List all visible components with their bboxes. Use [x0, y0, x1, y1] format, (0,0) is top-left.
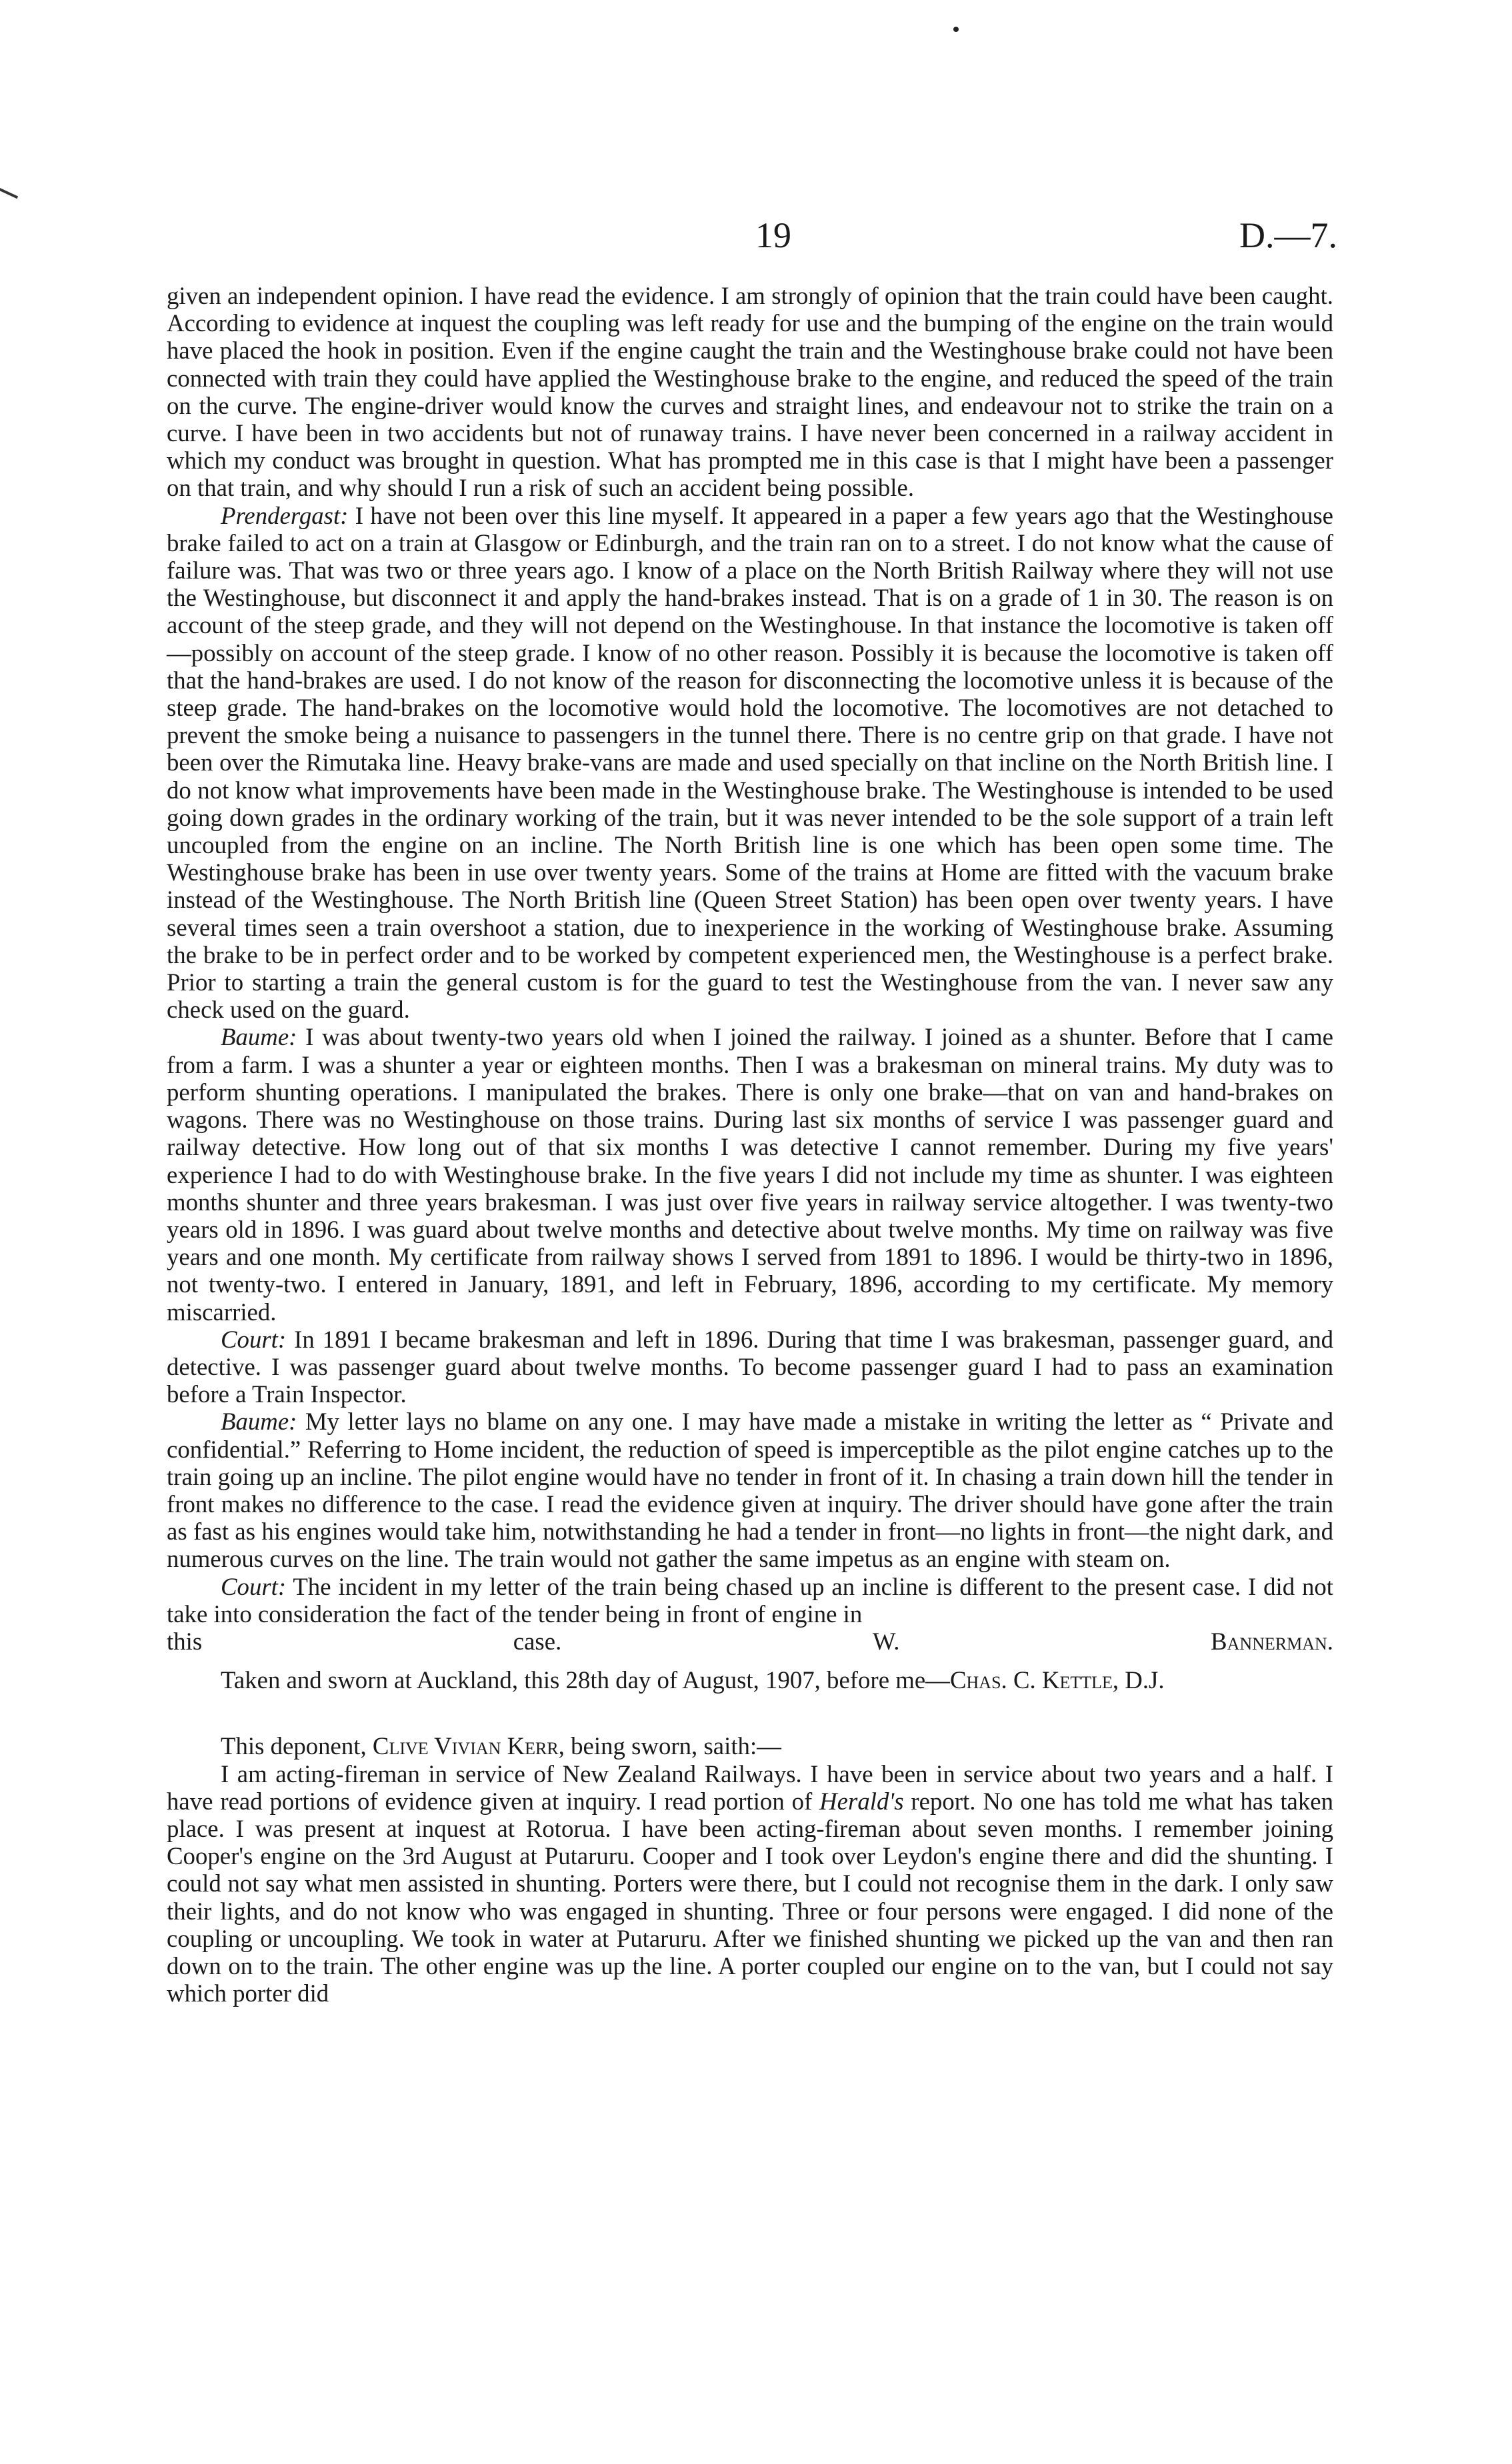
sworn-statement [167, 1666, 1333, 1694]
paragraph-kerr [167, 1760, 1333, 2007]
page-speck [953, 27, 959, 32]
deponent-name: Clive Vivian Kerr [372, 1732, 559, 1760]
signature-line [167, 1628, 1333, 1655]
speaker-label: Baume: [221, 1023, 297, 1051]
body-text [167, 282, 1333, 2007]
paragraph-baume-1 [167, 1023, 1333, 1325]
paragraph-text: I was about twenty-two years old when I joined the railway. I joined as a shunter. Before that I came from a farm. I was a shunter a year or eighteen months. Then I was a brakesman on mineral trains. My duty was to perform shunting operations. I manipulated the brakes. There is only one brake—that on van and hand-brakes on wagons. There was no Westinghouse on those trains. During last six months of service I was passenger guard and railway detective. How long out of that six months I was detective I cannot remember. During my five years' experience I had to do with Westinghouse brake. In the five years I did not include my time as shunter. I was eighteen months shunter and three years brakesman. I was just over five years in railway service altogether. I was twenty-two years old in 1896. I was guard about twelve months and detective about twelve months. My time on railway was five years and one month. My certificate from railway shows I served from 1891 to 1896. I would be thirty-two in 1896, not twenty-two. I entered in January, 1891, and left in February, 1896, according to my certificate. My memory miscarried. [167, 1023, 1333, 1326]
speaker-label: Prendergast: [221, 501, 349, 529]
paragraph-prendergast [167, 502, 1333, 1024]
paragraph-text: My letter lays no blame on any one. I may have made a mistake in writing the letter as “ Private and confidential.” Referring to Home incident, the reduction of speed is imperceptible as the pilot engine catches up to the train going up an incline. The pilot engine would have no tender in front of it. In chasing a train down hill the tender in front makes no difference to the case. I read the evidence given at inquiry. The driver should have gone after the train as fast as his engines would take him, notwithstanding he had a tender in front—no lights in front—the night dark, and numerous curves on the line. The train would not gather the same impetus as an engine with steam on. [167, 1408, 1333, 1573]
deponent-suffix: , being sworn, saith:— [558, 1732, 781, 1760]
paragraph-court-1 [167, 1326, 1333, 1408]
newspaper-name: Herald's [819, 1787, 904, 1815]
paragraph-text: I am acting-fireman in service of New Zealand Railways. I have been in service about two years and a half. I have read portions of evidence given at inquiry. I read portion of [167, 1760, 1333, 1815]
officer-title: D.J. [1125, 1666, 1165, 1694]
officer-name: Chas. C. Kettle, [949, 1666, 1119, 1694]
witness-signature: W. Bannerman. [872, 1627, 1334, 1655]
deponent-prefix: This deponent, [221, 1732, 373, 1760]
page-number: 19 [755, 215, 791, 255]
paragraph-text: The incident in my letter of the train being chased up an incline is different to the present case. I did not take into consideration the fact of the tender being in front of engine in [167, 1572, 1333, 1628]
document-reference: D.—7. [1239, 215, 1337, 255]
paragraph-text: In 1891 I became brakesman and left in 1896. During that time I was brakesman, passenger guard, and detective. I was passenger guard about twelve months. To become passenger guard I had to pass an examination before a Train Inspector. [167, 1325, 1333, 1408]
deponent-intro [167, 1732, 1333, 1760]
paragraph-opening [167, 282, 1333, 502]
paragraph-text: I have not been over this line myself. It appeared in a paper a few years ago that the Westinghouse brake failed to act on a train at Glasgow or Edinburgh, and the train ran on to a street. I do not know what the cause of failure was. That was two or three years ago. I know of a place on the North British Railway where they will not use the Westinghouse, but disconnect it and apply the hand-brakes instead. That is on a grade of 1 in 30. The reason is on account of the steep grade, and they will not depend on the Westinghouse. In that instance the locomotive is taken off—possibly on account of the steep grade. I know of no other reason. Possibly it is because the locomotive is taken off that the hand-brakes are used. I do not know of the reason for disconnecting the locomotive unless it is because of the steep grade. The hand-brakes on the locomotive would hold the locomotive. The locomotives are not detached to prevent the smoke being a nuisance to passengers in the tunnel there. There is no centre grip on that grade. I have not been over the Rimutaka line. Heavy brake-vans are made and used specially on that incline on the North British line. I do not know what improvements have been made in the Westinghouse brake. The Westinghouse is intended to be used going down grades in the ordinary working of the train, but it was never intended to be the sole support of a train left uncoupled from the engine on an incline. The North British line is one which has been open some time. The Westinghouse brake has been in use over twenty years. Some of the trains at Home are fitted with the vacuum brake instead of the Westinghouse. The North British line (Queen Street Station) has been open over twenty years. I have several times seen a train overshoot a station, due to inexperience in the working of Westinghouse brake. Assuming the brake to be in perfect order and to be worked by competent experienced men, the Westinghouse is a perfect brake. Prior to starting a train the general custom is for the guard to test the Westinghouse from the van. I never saw any check used on the guard. [167, 501, 1333, 1024]
margin-mark [0, 188, 18, 207]
paragraph-court-2 [167, 1573, 1333, 1628]
sworn-text: Taken and sworn at Auckland, this 28th day of August, 1907, before me— [221, 1666, 950, 1694]
speaker-label: Baume: [221, 1408, 297, 1436]
paragraph-text: given an independent opinion. I have read the evidence. I am strongly of opinion that the train could have been caught. According to evidence at inquest the coupling was left ready for use and the bumping of the engine on the train would have placed the hook in position. Even if the engine caught the train and the Westinghouse brake could not have been connected with train they could have applied the Westinghouse brake to the engine, and reduced the speed of the train on the curve. The engine-driver would know the curves and straight lines, and endeavour not to strike the train on a curve. I have been in two accidents but not of runaway trains. I have never been concerned in a railway accident in which my conduct was brought in question. What has prompted me in this case is that I might have been a passenger on that train, and why should I run a risk of such an accident being possible. [167, 282, 1333, 502]
speaker-label: Court: [221, 1325, 287, 1353]
paragraph-baume-2 [167, 1408, 1333, 1572]
paragraph-text: report. No one has told me what has taken place. I was present at inquest at Rotorua. I have been acting-fireman about seven months. I remember joining Cooper's engine on the 3rd August at Putaruru. Cooper and I took over Leydon's engine there and did the shunting. I could not say what men assisted in shunting. Porters were there, but I could not recognise them in the dark. I only saw their lights, and do not know who was engaged in shunting. Three or four persons were engaged. I did none of the coupling or uncoupling. We took in water at Putaruru. After we finished shunting we picked up the van and then ran down on to the train. The other engine was up the line. A porter coupled our engine on to the van, but I could not say which porter did [167, 1787, 1334, 2007]
closing-text: this case. [167, 1627, 562, 1655]
speaker-label: Court: [221, 1572, 287, 1600]
